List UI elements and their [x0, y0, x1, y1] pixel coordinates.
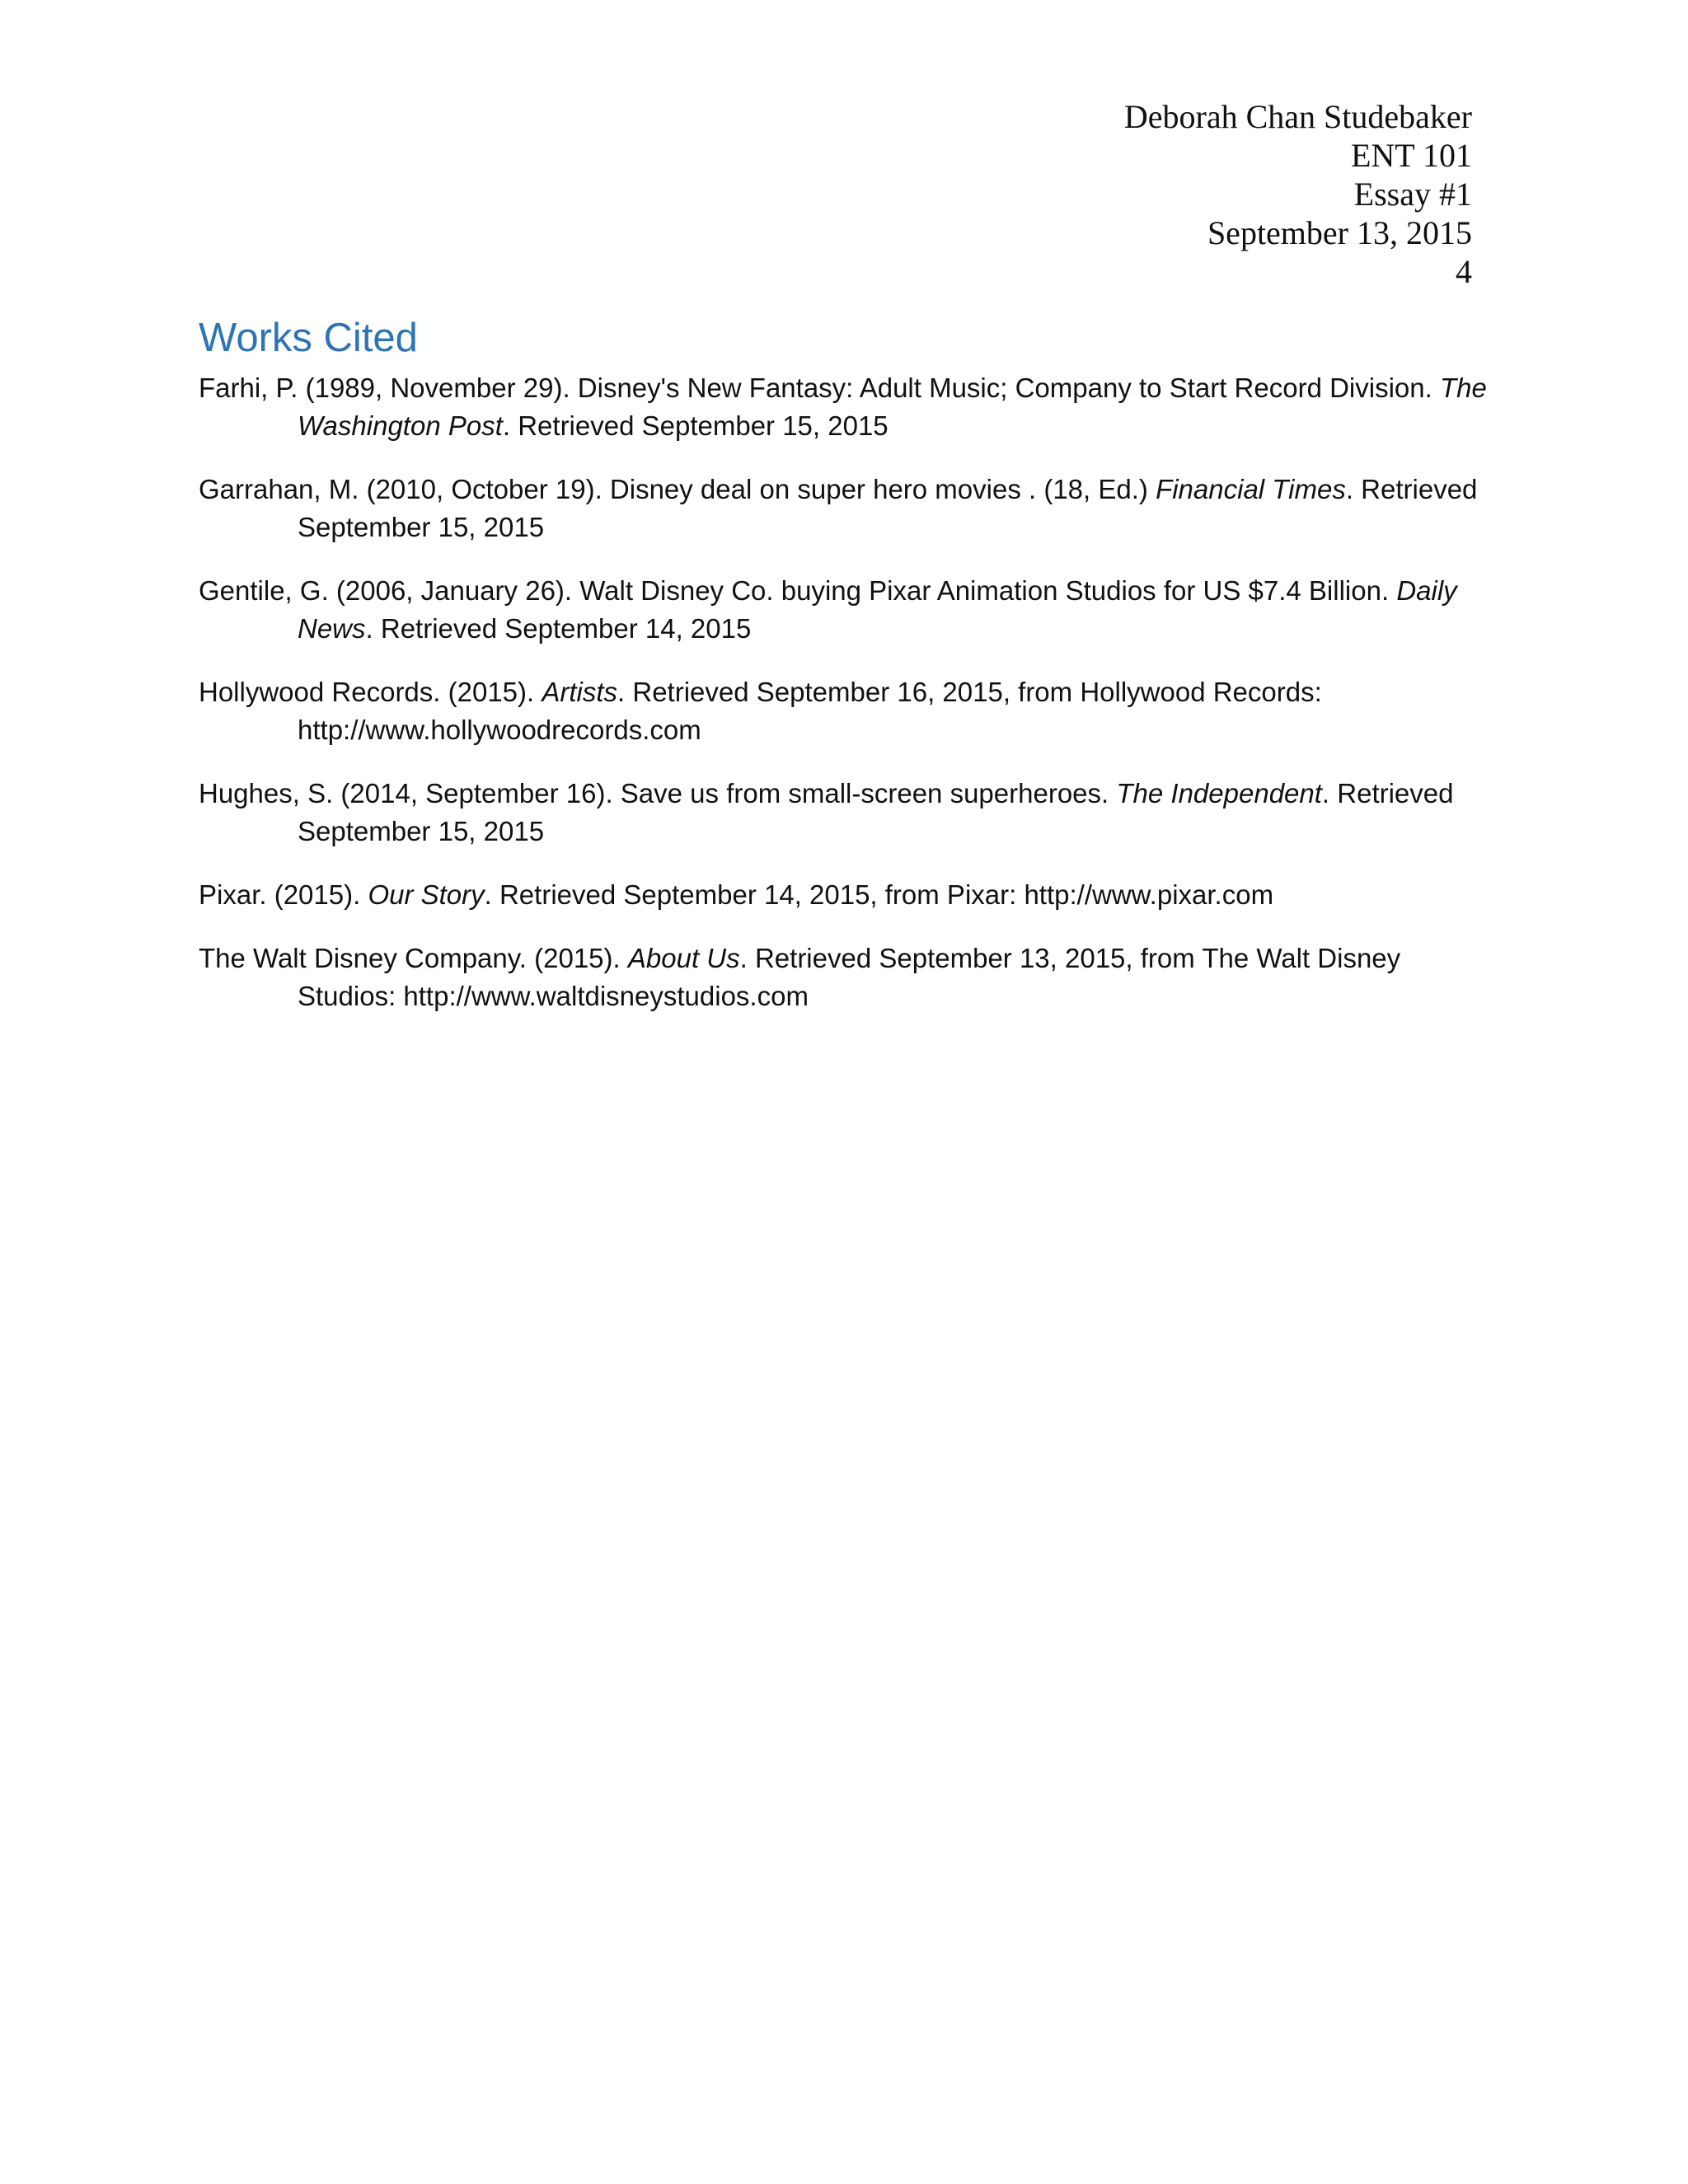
reference-source: The Washington Post: [298, 373, 1487, 441]
reference-text: The Walt Disney Company. (2015).: [199, 943, 628, 973]
works-cited-list: [199, 369, 1493, 1041]
reference-retrieval: . Retrieved September 15, 2015: [298, 474, 1478, 542]
header-course: ENT 101: [1350, 137, 1472, 174]
reference-source: Daily News: [298, 575, 1457, 644]
reference-entry: [199, 369, 1493, 445]
reference-source: Artists: [542, 677, 618, 707]
page-header: [1124, 97, 1472, 291]
reference-retrieval: . Retrieved September 15, 2015: [298, 778, 1454, 846]
reference-source: About Us: [627, 943, 740, 973]
header-author: Deborah Chan Studebaker: [1123, 98, 1472, 135]
header-page-number: 4: [1456, 253, 1472, 290]
reference-text: Garrahan, M. (2010, October 19). Disney deal on super hero movies . (18, Ed.): [199, 474, 1156, 504]
reference-text: Farhi, P. (1989, November 29). Disney's New Fantasy: Adult Music; Company to Start Record Division.: [199, 373, 1440, 403]
reference-retrieval: . Retrieved September 15, 2015: [502, 410, 889, 441]
header-assignment: Essay #1: [1353, 176, 1472, 213]
reference-text: Pixar. (2015).: [199, 879, 368, 910]
reference-entry: [199, 471, 1493, 546]
reference-entry: [199, 673, 1493, 749]
reference-source: Our Story: [368, 879, 485, 910]
reference-retrieval: . Retrieved September 13, 2015, from The Walt Disney Studios: http://www.waltdisneystudios.com: [298, 943, 1401, 1011]
reference-entry: [199, 876, 1493, 914]
reference-text: Hollywood Records. (2015).: [199, 677, 542, 707]
reference-entry: [199, 775, 1493, 851]
reference-entry: [199, 940, 1493, 1015]
reference-retrieval: . Retrieved September 14, 2015, from Pixar: http://www.pixar.com: [484, 879, 1274, 910]
reference-text: Hughes, S. (2014, September 16). Save us from small-screen superheroes.: [199, 778, 1117, 808]
reference-text: Gentile, G. (2006, January 26). Walt Disney Co. buying Pixar Animation Studios for US $7.4 Billion.: [199, 575, 1397, 606]
works-cited-heading: Works Cited: [199, 316, 418, 360]
reference-entry: [199, 572, 1493, 648]
reference-source: The Independent: [1116, 778, 1322, 808]
reference-retrieval: . Retrieved September 16, 2015, from Hollywood Records: http://www.hollywoodrecords.com: [298, 677, 1322, 745]
reference-retrieval: . Retrieved September 14, 2015: [365, 613, 752, 644]
header-date: September 13, 2015: [1207, 214, 1472, 251]
reference-source: Financial Times: [1156, 474, 1346, 504]
